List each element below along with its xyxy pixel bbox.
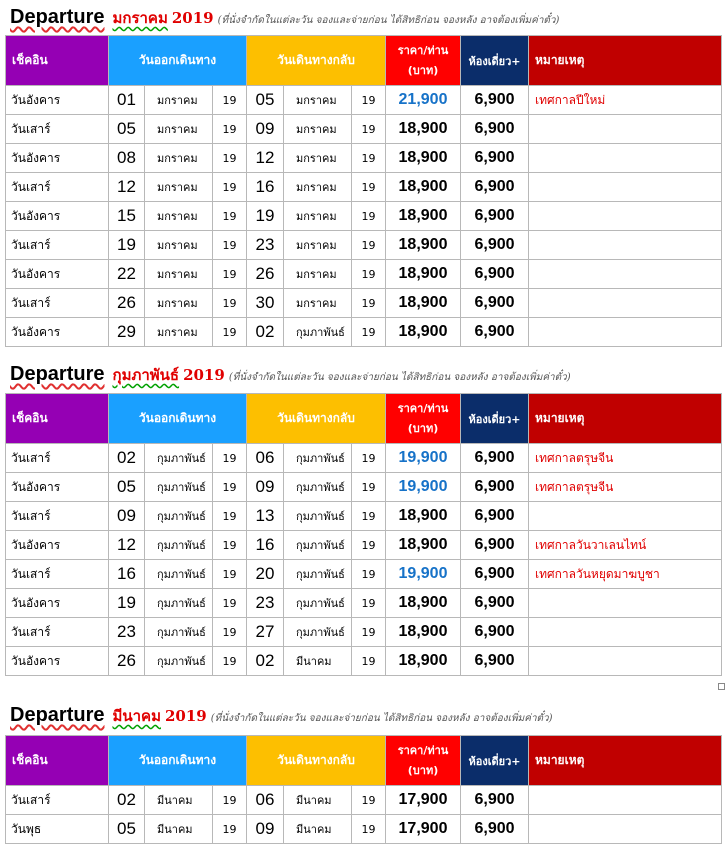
depart-year: 19 xyxy=(213,473,247,502)
seat-limit-note: (ที่นั่งจำกัดในแต่ละวัน จองและจ่ายก่อน ได้สิทธิก่อน จองหลัง อาจต้องเพิ่มค่าตั๋ว) xyxy=(217,15,560,26)
table-row xyxy=(6,786,722,815)
price-cell: 18,900 xyxy=(386,231,461,260)
return-month: กุมภาพันธ์ xyxy=(284,502,352,531)
depart-year: 19 xyxy=(213,618,247,647)
price-cell: 17,900 xyxy=(386,815,461,844)
single-supplement-cell: 6,900 xyxy=(461,815,529,844)
depart-day-number: 19 xyxy=(109,231,145,260)
depart-month: มกราคม xyxy=(145,144,213,173)
depart-month: กุมภาพันธ์ xyxy=(145,647,213,676)
return-year: 19 xyxy=(352,173,386,202)
return-day-number: 02 xyxy=(247,318,284,347)
table-row xyxy=(6,815,722,844)
price-cell: 19,900 xyxy=(386,473,461,502)
price-cell: 18,900 xyxy=(386,144,461,173)
return-month: มกราคม xyxy=(284,231,352,260)
depart-year: 19 xyxy=(213,289,247,318)
return-year: 19 xyxy=(352,115,386,144)
return-month: กุมภาพันธ์ xyxy=(284,318,352,347)
return-month: มกราคม xyxy=(284,144,352,173)
header-price: ราคา/ท่าน (บาท) xyxy=(386,394,461,444)
depart-year: 19 xyxy=(213,786,247,815)
header-return: วันเดินทางกลับ xyxy=(247,36,386,86)
return-month: มกราคม xyxy=(284,86,352,115)
return-month: กุมภาพันธ์ xyxy=(284,531,352,560)
checkin-day: วันอังคาร xyxy=(6,86,109,115)
depart-month: กุมภาพันธ์ xyxy=(145,444,213,473)
price-cell: 21,900 xyxy=(386,86,461,115)
return-day-number: 02 xyxy=(247,647,284,676)
table-row xyxy=(6,618,722,647)
checkin-day: วันเสาร์ xyxy=(6,115,109,144)
remark-cell xyxy=(529,502,722,531)
return-year: 19 xyxy=(352,260,386,289)
return-day-number: 05 xyxy=(247,86,284,115)
depart-month: มีนาคม xyxy=(145,815,213,844)
month-name: มกราคม xyxy=(112,9,168,27)
return-day-number: 12 xyxy=(247,144,284,173)
price-cell: 19,900 xyxy=(386,560,461,589)
depart-day-number: 08 xyxy=(109,144,145,173)
depart-day-number: 22 xyxy=(109,260,145,289)
checkin-day: วันอังคาร xyxy=(6,260,109,289)
header-checkin: เช็คอิน xyxy=(6,36,109,86)
depart-day-number: 16 xyxy=(109,560,145,589)
return-month: กุมภาพันธ์ xyxy=(284,444,352,473)
header-return: วันเดินทางกลับ xyxy=(247,394,386,444)
single-supplement-cell: 6,900 xyxy=(461,231,529,260)
remark-cell xyxy=(529,786,722,815)
remark-cell: เทศกาลตรุษจีน xyxy=(529,473,722,502)
remark-cell xyxy=(529,647,722,676)
remark-cell xyxy=(529,318,722,347)
return-year: 19 xyxy=(352,144,386,173)
depart-day-number: 09 xyxy=(109,502,145,531)
return-year: 19 xyxy=(352,473,386,502)
return-year: 19 xyxy=(352,531,386,560)
header-depart: วันออกเดินทาง xyxy=(109,394,247,444)
depart-year: 19 xyxy=(213,260,247,289)
return-day-number: 09 xyxy=(247,815,284,844)
depart-day-number: 02 xyxy=(109,786,145,815)
table-resize-handle[interactable] xyxy=(718,683,725,690)
table-row xyxy=(6,144,722,173)
remark-cell xyxy=(529,202,722,231)
remark-cell xyxy=(529,115,722,144)
single-supplement-cell: 6,900 xyxy=(461,444,529,473)
return-month: กุมภาพันธ์ xyxy=(284,473,352,502)
depart-day-number: 26 xyxy=(109,289,145,318)
single-supplement-cell: 6,900 xyxy=(461,618,529,647)
depart-day-number: 29 xyxy=(109,318,145,347)
depart-month: มกราคม xyxy=(145,202,213,231)
single-supplement-cell: 6,900 xyxy=(461,473,529,502)
checkin-day: วันเสาร์ xyxy=(6,444,109,473)
price-cell: 18,900 xyxy=(386,260,461,289)
depart-month: มีนาคม xyxy=(145,786,213,815)
checkin-day: วันอังคาร xyxy=(6,202,109,231)
table-row xyxy=(6,260,722,289)
single-supplement-cell: 6,900 xyxy=(461,202,529,231)
checkin-day: วันอังคาร xyxy=(6,531,109,560)
remark-cell: เทศกาลตรุษจีน xyxy=(529,444,722,473)
year: 2019 xyxy=(171,9,214,27)
remark-cell xyxy=(529,618,722,647)
table-row xyxy=(6,589,722,618)
depart-year: 19 xyxy=(213,86,247,115)
header-remark: หมายเหตุ xyxy=(529,36,722,86)
return-day-number: 23 xyxy=(247,589,284,618)
remark-cell: เทศกาลปีใหม่ xyxy=(529,86,722,115)
month-name: มีนาคม xyxy=(112,707,161,725)
return-year: 19 xyxy=(352,618,386,647)
header-single: ห้องเดี่ยว+ xyxy=(461,394,529,444)
departure-title: Departure xyxy=(10,6,105,28)
depart-day-number: 05 xyxy=(109,115,145,144)
depart-year: 19 xyxy=(213,560,247,589)
table-row xyxy=(6,318,722,347)
return-day-number: 13 xyxy=(247,502,284,531)
table-row xyxy=(6,86,722,115)
return-day-number: 20 xyxy=(247,560,284,589)
price-cell: 17,900 xyxy=(386,786,461,815)
return-year: 19 xyxy=(352,202,386,231)
table-row xyxy=(6,647,722,676)
depart-month: กุมภาพันธ์ xyxy=(145,589,213,618)
return-month: มกราคม xyxy=(284,289,352,318)
depart-day-number: 05 xyxy=(109,473,145,502)
depart-month: กุมภาพันธ์ xyxy=(145,473,213,502)
checkin-day: วันอังคาร xyxy=(6,473,109,502)
table-row xyxy=(6,531,722,560)
return-day-number: 16 xyxy=(247,531,284,560)
single-supplement-cell: 6,900 xyxy=(461,318,529,347)
year: 2019 xyxy=(164,707,207,725)
month-name: กุมภาพันธ์ xyxy=(112,366,180,384)
return-year: 19 xyxy=(352,86,386,115)
checkin-day: วันอังคาร xyxy=(6,589,109,618)
depart-year: 19 xyxy=(213,589,247,618)
return-day-number: 27 xyxy=(247,618,284,647)
return-day-number: 26 xyxy=(247,260,284,289)
price-cell: 18,900 xyxy=(386,531,461,560)
checkin-day: วันเสาร์ xyxy=(6,173,109,202)
table-row xyxy=(6,289,722,318)
depart-year: 19 xyxy=(213,502,247,531)
seat-limit-note: (ที่นั่งจำกัดในแต่ละวัน จองและจ่ายก่อน ได้สิทธิก่อน จองหลัง อาจต้องเพิ่มค่าตั๋ว) xyxy=(228,372,571,383)
remark-cell xyxy=(529,289,722,318)
return-month: กุมภาพันธ์ xyxy=(284,618,352,647)
checkin-day: วันเสาร์ xyxy=(6,618,109,647)
remark-cell: เทศกาลวันวาเลนไทน์ xyxy=(529,531,722,560)
checkin-day: วันเสาร์ xyxy=(6,231,109,260)
single-supplement-cell: 6,900 xyxy=(461,531,529,560)
return-year: 19 xyxy=(352,815,386,844)
depart-day-number: 19 xyxy=(109,589,145,618)
header-return: วันเดินทางกลับ xyxy=(247,736,386,786)
checkin-day: วันอังคาร xyxy=(6,318,109,347)
price-cell: 18,900 xyxy=(386,589,461,618)
header-single: ห้องเดี่ยว+ xyxy=(461,736,529,786)
return-month: มีนาคม xyxy=(284,647,352,676)
depart-year: 19 xyxy=(213,115,247,144)
single-supplement-cell: 6,900 xyxy=(461,502,529,531)
depart-year: 19 xyxy=(213,231,247,260)
single-supplement-cell: 6,900 xyxy=(461,560,529,589)
table-body xyxy=(6,86,722,347)
return-month: มกราคม xyxy=(284,260,352,289)
return-day-number: 09 xyxy=(247,115,284,144)
depart-year: 19 xyxy=(213,815,247,844)
header-row xyxy=(6,736,722,786)
remark-cell xyxy=(529,231,722,260)
header-checkin: เช็คอิน xyxy=(6,736,109,786)
single-supplement-cell: 6,900 xyxy=(461,144,529,173)
remark-cell: เทศกาลวันหยุดมาฆบูชา xyxy=(529,560,722,589)
price-cell: 18,900 xyxy=(386,647,461,676)
return-day-number: 19 xyxy=(247,202,284,231)
table-row xyxy=(6,473,722,502)
price-cell: 18,900 xyxy=(386,115,461,144)
schedule-table xyxy=(5,35,722,347)
depart-year: 19 xyxy=(213,144,247,173)
header-depart: วันออกเดินทาง xyxy=(109,736,247,786)
depart-year: 19 xyxy=(213,202,247,231)
price-cell: 18,900 xyxy=(386,618,461,647)
header-row xyxy=(6,394,722,444)
return-month: มกราคม xyxy=(284,173,352,202)
single-supplement-cell: 6,900 xyxy=(461,115,529,144)
depart-month: มกราคม xyxy=(145,260,213,289)
return-year: 19 xyxy=(352,231,386,260)
price-cell: 18,900 xyxy=(386,202,461,231)
remark-cell xyxy=(529,815,722,844)
return-year: 19 xyxy=(352,289,386,318)
remark-cell xyxy=(529,173,722,202)
checkin-day: วันเสาร์ xyxy=(6,786,109,815)
section-heading xyxy=(10,6,559,34)
depart-month: กุมภาพันธ์ xyxy=(145,618,213,647)
checkin-day: วันเสาร์ xyxy=(6,560,109,589)
remark-cell xyxy=(529,260,722,289)
depart-year: 19 xyxy=(213,444,247,473)
header-price: ราคา/ท่าน (บาท) xyxy=(386,736,461,786)
header-depart: วันออกเดินทาง xyxy=(109,36,247,86)
depart-year: 19 xyxy=(213,173,247,202)
depart-day-number: 12 xyxy=(109,531,145,560)
table-row xyxy=(6,202,722,231)
return-month: กุมภาพันธ์ xyxy=(284,589,352,618)
return-day-number: 09 xyxy=(247,473,284,502)
header-row xyxy=(6,36,722,86)
price-cell: 19,900 xyxy=(386,444,461,473)
table-body xyxy=(6,444,722,676)
single-supplement-cell: 6,900 xyxy=(461,647,529,676)
depart-day-number: 15 xyxy=(109,202,145,231)
table-row xyxy=(6,173,722,202)
header-price: ราคา/ท่าน (บาท) xyxy=(386,36,461,86)
departure-title: Departure xyxy=(10,704,105,726)
depart-day-number: 12 xyxy=(109,173,145,202)
depart-day-number: 26 xyxy=(109,647,145,676)
price-cell: 18,900 xyxy=(386,318,461,347)
schedule-table xyxy=(5,735,722,844)
header-remark: หมายเหตุ xyxy=(529,394,722,444)
depart-month: มกราคม xyxy=(145,86,213,115)
depart-month: มกราคม xyxy=(145,231,213,260)
return-year: 19 xyxy=(352,502,386,531)
return-day-number: 06 xyxy=(247,444,284,473)
header-checkin: เช็คอิน xyxy=(6,394,109,444)
table-row xyxy=(6,502,722,531)
price-cell: 18,900 xyxy=(386,289,461,318)
return-day-number: 23 xyxy=(247,231,284,260)
header-single: ห้องเดี่ยว+ xyxy=(461,36,529,86)
depart-month: กุมภาพันธ์ xyxy=(145,560,213,589)
table-row xyxy=(6,560,722,589)
depart-day-number: 05 xyxy=(109,815,145,844)
year: 2019 xyxy=(183,366,225,384)
table-row xyxy=(6,231,722,260)
checkin-day: วันอังคาร xyxy=(6,144,109,173)
depart-year: 19 xyxy=(213,647,247,676)
table-row xyxy=(6,444,722,473)
single-supplement-cell: 6,900 xyxy=(461,786,529,815)
return-day-number: 16 xyxy=(247,173,284,202)
depart-year: 19 xyxy=(213,531,247,560)
header-remark: หมายเหตุ xyxy=(529,736,722,786)
section-heading xyxy=(10,704,553,732)
depart-day-number: 02 xyxy=(109,444,145,473)
section-heading xyxy=(10,363,571,391)
checkin-day: วันเสาร์ xyxy=(6,502,109,531)
return-year: 19 xyxy=(352,786,386,815)
single-supplement-cell: 6,900 xyxy=(461,173,529,202)
table-row xyxy=(6,115,722,144)
depart-month: กุมภาพันธ์ xyxy=(145,502,213,531)
depart-year: 19 xyxy=(213,318,247,347)
return-day-number: 30 xyxy=(247,289,284,318)
single-supplement-cell: 6,900 xyxy=(461,589,529,618)
return-month: มีนาคม xyxy=(284,786,352,815)
return-month: มกราคม xyxy=(284,115,352,144)
depart-month: กุมภาพันธ์ xyxy=(145,531,213,560)
return-day-number: 06 xyxy=(247,786,284,815)
return-year: 19 xyxy=(352,589,386,618)
depart-month: มกราคม xyxy=(145,115,213,144)
return-year: 19 xyxy=(352,647,386,676)
remark-cell xyxy=(529,589,722,618)
price-cell: 18,900 xyxy=(386,502,461,531)
seat-limit-note: (ที่นั่งจำกัดในแต่ละวัน จองและจ่ายก่อน ได้สิทธิก่อน จองหลัง อาจต้องเพิ่มค่าตั๋ว) xyxy=(210,713,553,724)
departure-title: Departure xyxy=(10,363,105,385)
single-supplement-cell: 6,900 xyxy=(461,86,529,115)
checkin-day: วันเสาร์ xyxy=(6,289,109,318)
return-year: 19 xyxy=(352,444,386,473)
single-supplement-cell: 6,900 xyxy=(461,289,529,318)
return-year: 19 xyxy=(352,318,386,347)
depart-month: มกราคม xyxy=(145,289,213,318)
depart-day-number: 01 xyxy=(109,86,145,115)
schedule-table xyxy=(5,393,722,676)
depart-month: มกราคม xyxy=(145,173,213,202)
depart-day-number: 23 xyxy=(109,618,145,647)
remark-cell xyxy=(529,144,722,173)
single-supplement-cell: 6,900 xyxy=(461,260,529,289)
return-year: 19 xyxy=(352,560,386,589)
depart-month: มกราคม xyxy=(145,318,213,347)
checkin-day: วันอังคาร xyxy=(6,647,109,676)
table-body xyxy=(6,786,722,844)
return-month: กุมภาพันธ์ xyxy=(284,560,352,589)
return-month: มีนาคม xyxy=(284,815,352,844)
price-cell: 18,900 xyxy=(386,173,461,202)
checkin-day: วันพุธ xyxy=(6,815,109,844)
return-month: มกราคม xyxy=(284,202,352,231)
